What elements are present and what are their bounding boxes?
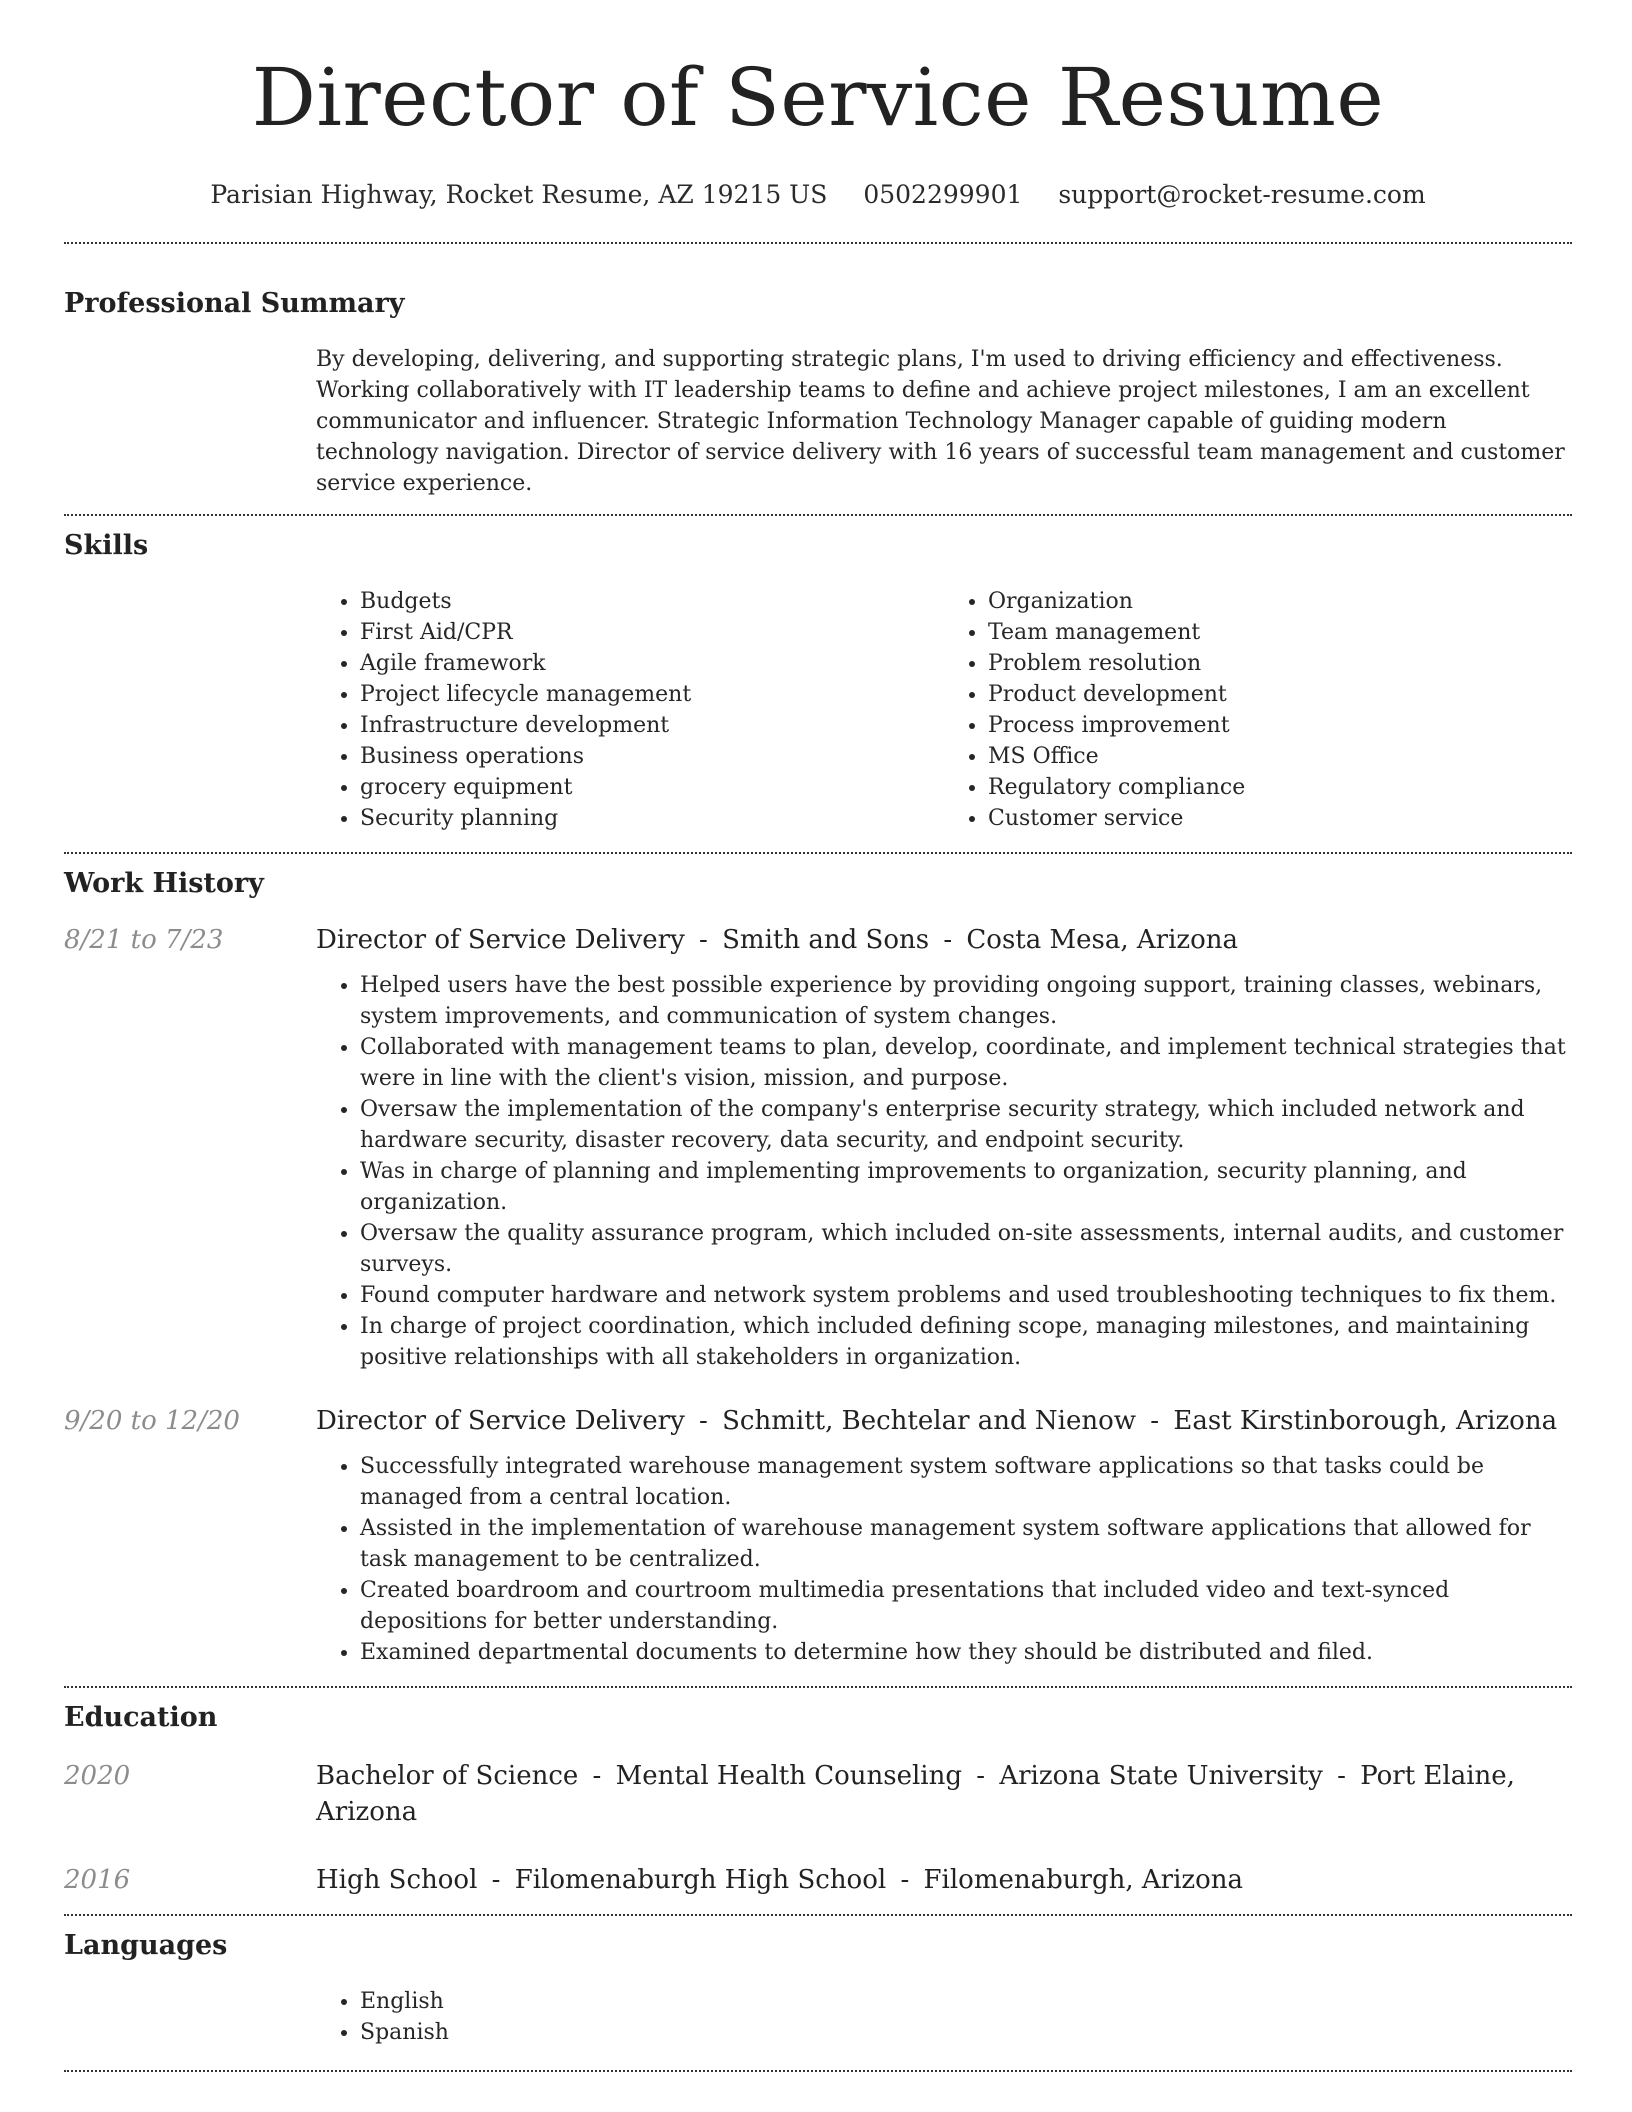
skill-item: • Customer service (988, 803, 1572, 834)
languages-list (316, 1986, 1572, 2048)
job-bullet: • In charge of project coordination, which included defining scope, managing milestones, and maintaining positive relationships with all stakeholders in organization. (360, 1311, 1572, 1373)
education-degree: High School (316, 1865, 478, 1895)
education-date: 2016 (64, 1865, 131, 1895)
education-header: Bachelor of Science - Mental Health Counseling - Arizona State University - Port Elaine, Arizona (316, 1761, 1515, 1827)
languages-section (64, 1928, 1572, 2048)
job-company: Schmitt, Bechtelar and Nienow (722, 1406, 1137, 1436)
divider (64, 1686, 1572, 1688)
job-location: Costa Mesa, Arizona (966, 925, 1238, 955)
education-header: High School - Filomenaburgh High School - Filomenaburgh, Arizona (316, 1865, 1243, 1895)
skills-grid (316, 586, 1572, 834)
skill-item: • Security planning (360, 803, 944, 834)
divider (64, 514, 1572, 516)
job-date: 9/20 to 12/20 (64, 1406, 240, 1436)
skills-section (64, 528, 1572, 834)
divider (64, 1914, 1572, 1916)
job-entry (64, 1403, 1572, 1668)
education-entry (64, 1758, 1572, 1830)
education-school: Filomenaburgh High School (514, 1865, 887, 1895)
summary-section (64, 286, 1572, 499)
work-section (64, 866, 1572, 1668)
languages-heading: Languages (64, 1930, 228, 1961)
education-location: Filomenaburgh, Arizona (923, 1865, 1243, 1895)
contact-line (64, 178, 1572, 212)
skill-item: • Business operations (360, 741, 944, 772)
divider (64, 2070, 1572, 2072)
job-entry (64, 922, 1572, 1373)
education-entry (64, 1862, 1572, 1898)
skills-list-right (944, 586, 1572, 834)
job-bullets (316, 970, 1572, 1373)
contact-phone: 0502299901 (863, 180, 1023, 209)
skill-item: • Process improvement (988, 710, 1572, 741)
job-title: Director of Service Delivery (316, 1406, 685, 1436)
job-date: 8/21 to 7/23 (64, 925, 224, 955)
education-heading: Education (64, 1702, 218, 1733)
job-bullet: • Examined departmental documents to determine how they should be distributed and filed. (360, 1637, 1572, 1668)
job-bullet: • Helped users have the best possible experience by providing ongoing support, training classes, webinars, system improvements, and communication of system changes. (360, 970, 1572, 1032)
job-bullet: • Oversaw the quality assurance program, which included on-site assessments, internal audits, and customer surveys. (360, 1218, 1572, 1280)
skill-item: • Project lifecycle management (360, 679, 944, 710)
education-location: Port Elaine, Arizona (316, 1761, 1515, 1827)
skill-item: • First Aid/CPR (360, 617, 944, 648)
job-company: Smith and Sons (722, 925, 930, 955)
skill-item: • grocery equipment (360, 772, 944, 803)
skills-list-left (316, 586, 944, 834)
job-bullet: • Was in charge of planning and implementing improvements to organization, security planning, and organization. (360, 1156, 1572, 1218)
education-school: Arizona State University (999, 1761, 1323, 1791)
summary-heading: Professional Summary (64, 288, 405, 319)
language-item: • Spanish (360, 2017, 1572, 2048)
job-bullet: • Oversaw the implementation of the company's enterprise security strategy, which included network and hardware security, disaster recovery, data security, and endpoint security. (360, 1094, 1572, 1156)
education-section (64, 1700, 1572, 1898)
skill-item: • Team management (988, 617, 1572, 648)
job-bullet: • Collaborated with management teams to plan, develop, coordinate, and implement technical strategies that were in line with the client's vision, mission, and purpose. (360, 1032, 1572, 1094)
skill-item: • Regulatory compliance (988, 772, 1572, 803)
skill-item: • Budgets (360, 586, 944, 617)
job-bullet: • Assisted in the implementation of warehouse management system software applications that allowed for task management to be centralized. (360, 1513, 1572, 1575)
job-bullet: • Successfully integrated warehouse management system software applications so that tasks could be managed from a central location. (360, 1451, 1572, 1513)
skill-item: • Agile framework (360, 648, 944, 679)
education-degree: Bachelor of Science (316, 1761, 579, 1791)
job-bullets (316, 1451, 1572, 1668)
skill-item: • MS Office (988, 741, 1572, 772)
job-location: East Kirstinborough, Arizona (1173, 1406, 1558, 1436)
resume-title: Director of Service Resume (251, 51, 1385, 144)
skill-item: • Organization (988, 586, 1572, 617)
work-heading: Work History (64, 868, 264, 899)
skills-heading: Skills (64, 530, 149, 561)
divider (64, 852, 1572, 854)
summary-text: By developing, delivering, and supporting strategic plans, I'm used to driving efficiency and effectiveness. Working collaboratively with IT leadership teams to define and achieve project milestones, I am an excellent communicator and influencer. Strategic Information Technology Manager capable of guiding modern technology navigation. Director of service delivery with 16 years of successful team management and customer service experience. (316, 347, 1565, 496)
skill-item: • Infrastructure development (360, 710, 944, 741)
skill-item: • Problem resolution (988, 648, 1572, 679)
divider (64, 242, 1572, 244)
education-field: Mental Health Counseling (615, 1761, 963, 1791)
language-item: • English (360, 1986, 1572, 2017)
resume-page (64, 0, 1572, 2072)
job-header: Director of Service Delivery - Schmitt, Bechtelar and Nienow - East Kirstinborough, Arizona (316, 1406, 1558, 1436)
contact-email: support@rocket-resume.com (1058, 180, 1426, 209)
education-date: 2020 (64, 1761, 131, 1791)
job-bullet: • Found computer hardware and network system problems and used troubleshooting techniques to fix them. (360, 1280, 1572, 1311)
contact-address: Parisian Highway, Rocket Resume, AZ 19215 US (210, 180, 828, 209)
job-bullet: • Created boardroom and courtroom multimedia presentations that included video and text-synced depositions for better understanding. (360, 1575, 1572, 1637)
job-title: Director of Service Delivery (316, 925, 685, 955)
skill-item: • Product development (988, 679, 1572, 710)
job-header: Director of Service Delivery - Smith and Sons - Costa Mesa, Arizona (316, 925, 1238, 955)
